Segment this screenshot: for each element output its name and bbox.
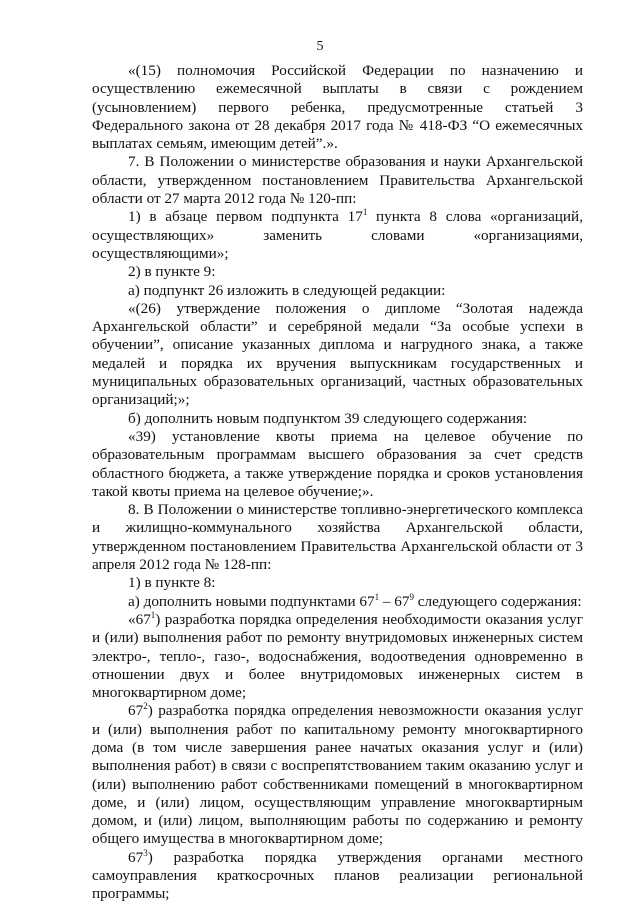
superscript: 9 bbox=[409, 591, 414, 602]
paragraph-item-15: «(15) полномочия Российской Федерации по назначению и осуществлению ежемесячной выплаты в связи с рождением (усыновлением) первого ребенка, предусмотренные статьей 3 Федерального закона от 28 декабря 2017 года № 418-ФЗ “О ежемесячных выплатах семьям, имеющим детей”.». bbox=[92, 62, 583, 153]
text-fragment: следующего содержания: bbox=[413, 592, 582, 610]
text-fragment: «67 bbox=[128, 610, 151, 628]
text-fragment: – 67 bbox=[379, 592, 410, 610]
paragraph-7-subitem-2: 2) в пункте 9: bbox=[128, 263, 216, 281]
paragraph-section-8: 8. В Положении о министерстве топливно-энергетического комплекса и жилищно-коммунального хозяйства Архангельской области, утвержденном постановлением Правительства Архангельской области от 3 апреля 2012 года № 128-пп: bbox=[92, 501, 583, 574]
paragraph-7-subitem-1 bbox=[92, 208, 583, 263]
superscript: 1 bbox=[374, 591, 380, 602]
paragraph-8-subitem-1: 1) в пункте 8: bbox=[128, 574, 216, 592]
text-fragment: 67 bbox=[128, 702, 144, 720]
text-fragment: а) дополнить новыми подпунктами 67 bbox=[128, 592, 375, 610]
text-fragment: ) разработка порядка определения невозможности оказания услуг и (или) выполнения работ по капитальному ремонту многоквартирного дома (в том числе завершения ранее начатых оказания услуг и (или) выполнения работ) в связи с воспрепятствованием таким оказанию услуг и (или) выполнению работ собственниками помещений в многоквартирном доме, и (или) лицом, осуществляющим управление многоквартирным домом, и (или) лицом, выполняющим работы по содержанию и ремонту общего имущества в многоквартирном доме; bbox=[92, 702, 583, 848]
superscript: 1 bbox=[362, 207, 368, 218]
paragraph-8-1-a bbox=[92, 593, 583, 611]
paragraph-item-26: «(26) утверждение положения о дипломе “Золотая надежда Архангельской области” и серебряной медали “За особые успехи в обучении”, описание указанных диплома и нагрудного знака, а также медалей и порядка их вручения выпускникам государственных и муниципальных образовательных организаций, частных образовательных организаций;»; bbox=[92, 299, 583, 409]
text-fragment: пункта 8 слова «организаций, осуществляющих» заменить словами «организациями, осуществляющими»; bbox=[92, 208, 583, 262]
superscript: 2 bbox=[143, 701, 148, 712]
document-body bbox=[92, 62, 583, 904]
paragraph-item-39: «39) установление квоты приема на целевое обучение по образовательным программам высшего образования за счет средств областного бюджета, а также утверждение порядка и сроков установления такой квоты приема на целевое обучение;». bbox=[92, 427, 583, 500]
paragraph-item-67-2 bbox=[92, 702, 583, 848]
superscript: 1 bbox=[150, 609, 156, 620]
paragraph-item-67-3 bbox=[92, 849, 583, 904]
paragraph-item-67-1 bbox=[92, 611, 583, 702]
text-fragment: ) разработка порядка определения необходимости оказания услуг и (или) выполнения работ по ремонту внутридомовых инженерных систем электро-, тепло-, газо-, водоснабжения, водоотведения одновременно в отношении двух и более внутридомовых инженерных систем в многоквартирном доме; bbox=[92, 610, 583, 702]
paragraph-7-2-a: а) подпункт 26 изложить в следующей редакции: bbox=[128, 281, 446, 299]
superscript: 3 bbox=[143, 847, 148, 858]
paragraph-section-7: 7. В Положении о министерстве образования и науки Архангельской области, утвержденном постановлением Правительства Архангельской области от 27 марта 2012 года № 120-пп: bbox=[92, 153, 583, 208]
text-fragment: 67 bbox=[128, 848, 144, 866]
text-fragment: ) разработка порядка утверждения органами местного самоуправления краткосрочных планов реализации региональной программы; bbox=[92, 848, 583, 903]
text-fragment: 1) в абзаце первом подпункта 17 bbox=[128, 208, 363, 226]
paragraph-7-2-b: б) дополнить новым подпунктом 39 следующего содержания: bbox=[128, 409, 528, 427]
page-number: 5 bbox=[316, 39, 324, 54]
